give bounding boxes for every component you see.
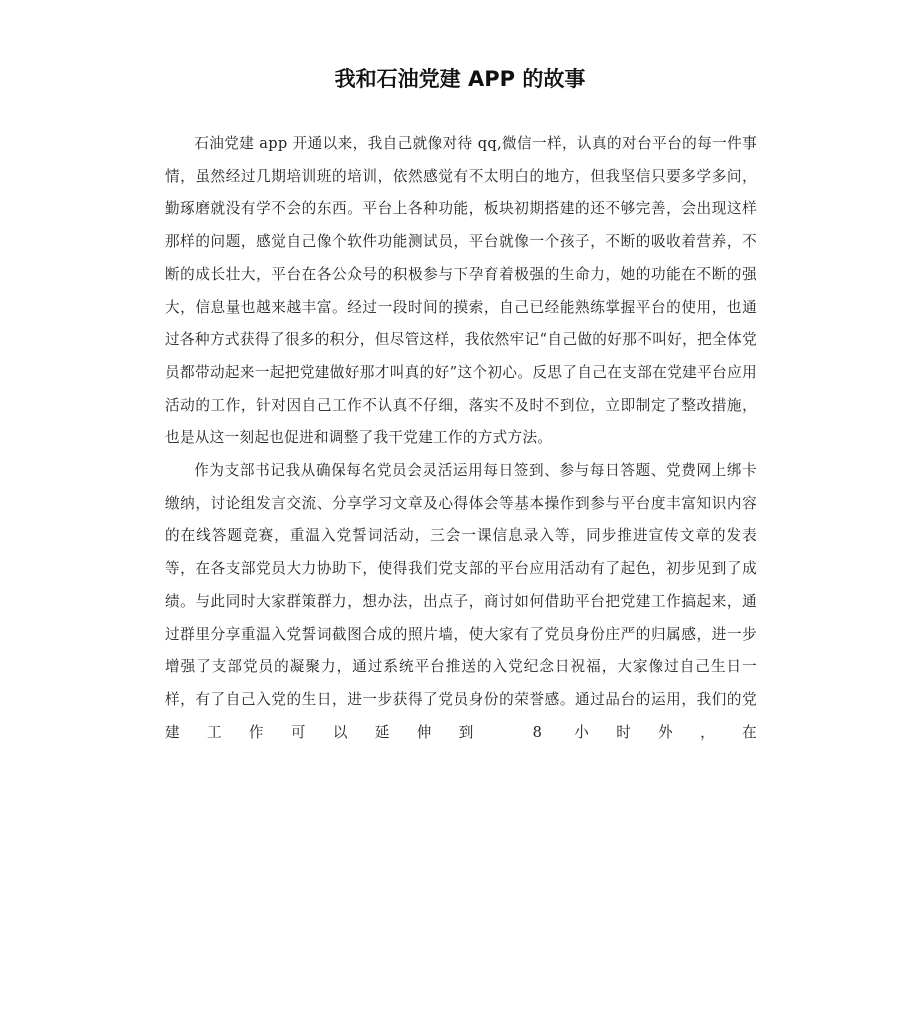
paragraph-1: 石油党建 app 开通以来，我自己就像对待 qq,微信一样，认真的对台平台的每一件事情，虽然经过几期培训班的培训，依然感觉有不太明白的地方，但我坚信只要多学多问，勤琢磨就没有学不会的东西。平台上各种功能，板块初期搭建的还不够完善，会出现这样那样的问题，感觉自己像个软件功能测试员，平台就像一个孩子，不断的吸收着营养，不断的成长壮大，平台在各公众号的积极参与下孕育着极强的生命力，她的功能在不断的强大，信息量也越来越丰富。经过一段时间的摸索，自己已经能熟练掌握平台的使用，也通过各种方式获得了很多的积分，但尽管这样，我依然牢记“自己做的好那不叫好，把全体党员都带动起来一起把党建做好那才叫真的好”这个初心。反思了自己在支部在党建平台应用活动的工作，针对因自己工作不认真不仔细，落实不及时不到位，立即制定了整改措施，也是从这一刻起也促进和调整了我干党建工作的方式方法。	[165, 135, 757, 447]
paragraph-2: 作为支部书记我从确保每名党员会灵活运用每日签到、参与每日答题、党费网上绑卡缴纳，讨论组发言交流、分享学习文章及心得体会等基本操作到参与平台度丰富知识内容的在线答题竞赛，重温入党誓词活动，三会一课信息录入等，同步推进宣传文章的发表等，在各支部党员大力协助下，使得我们党支部的平台应用活动有了起色，初步见到了成绩。与此同时大家群策群力，想办法，出点子，商讨如何借助平台把党建工作搞起来，通过群里分享重温入党誓词截图合成的照片墙，使大家有了党员身份庄严的归属感，进一步增强了支部党员的凝聚力，通过系统平台推送的入党纪念日祝福，大家像过自己生日一样，有了自己入党的生日，进一步获得了党员身份的荣誉感。通过品台的运用，我们的党建工作可以延伸到 8 小时外，在	[165, 462, 757, 741]
document-title: 我和石油党建 APP 的故事	[334, 67, 586, 91]
document-body	[165, 128, 757, 749]
